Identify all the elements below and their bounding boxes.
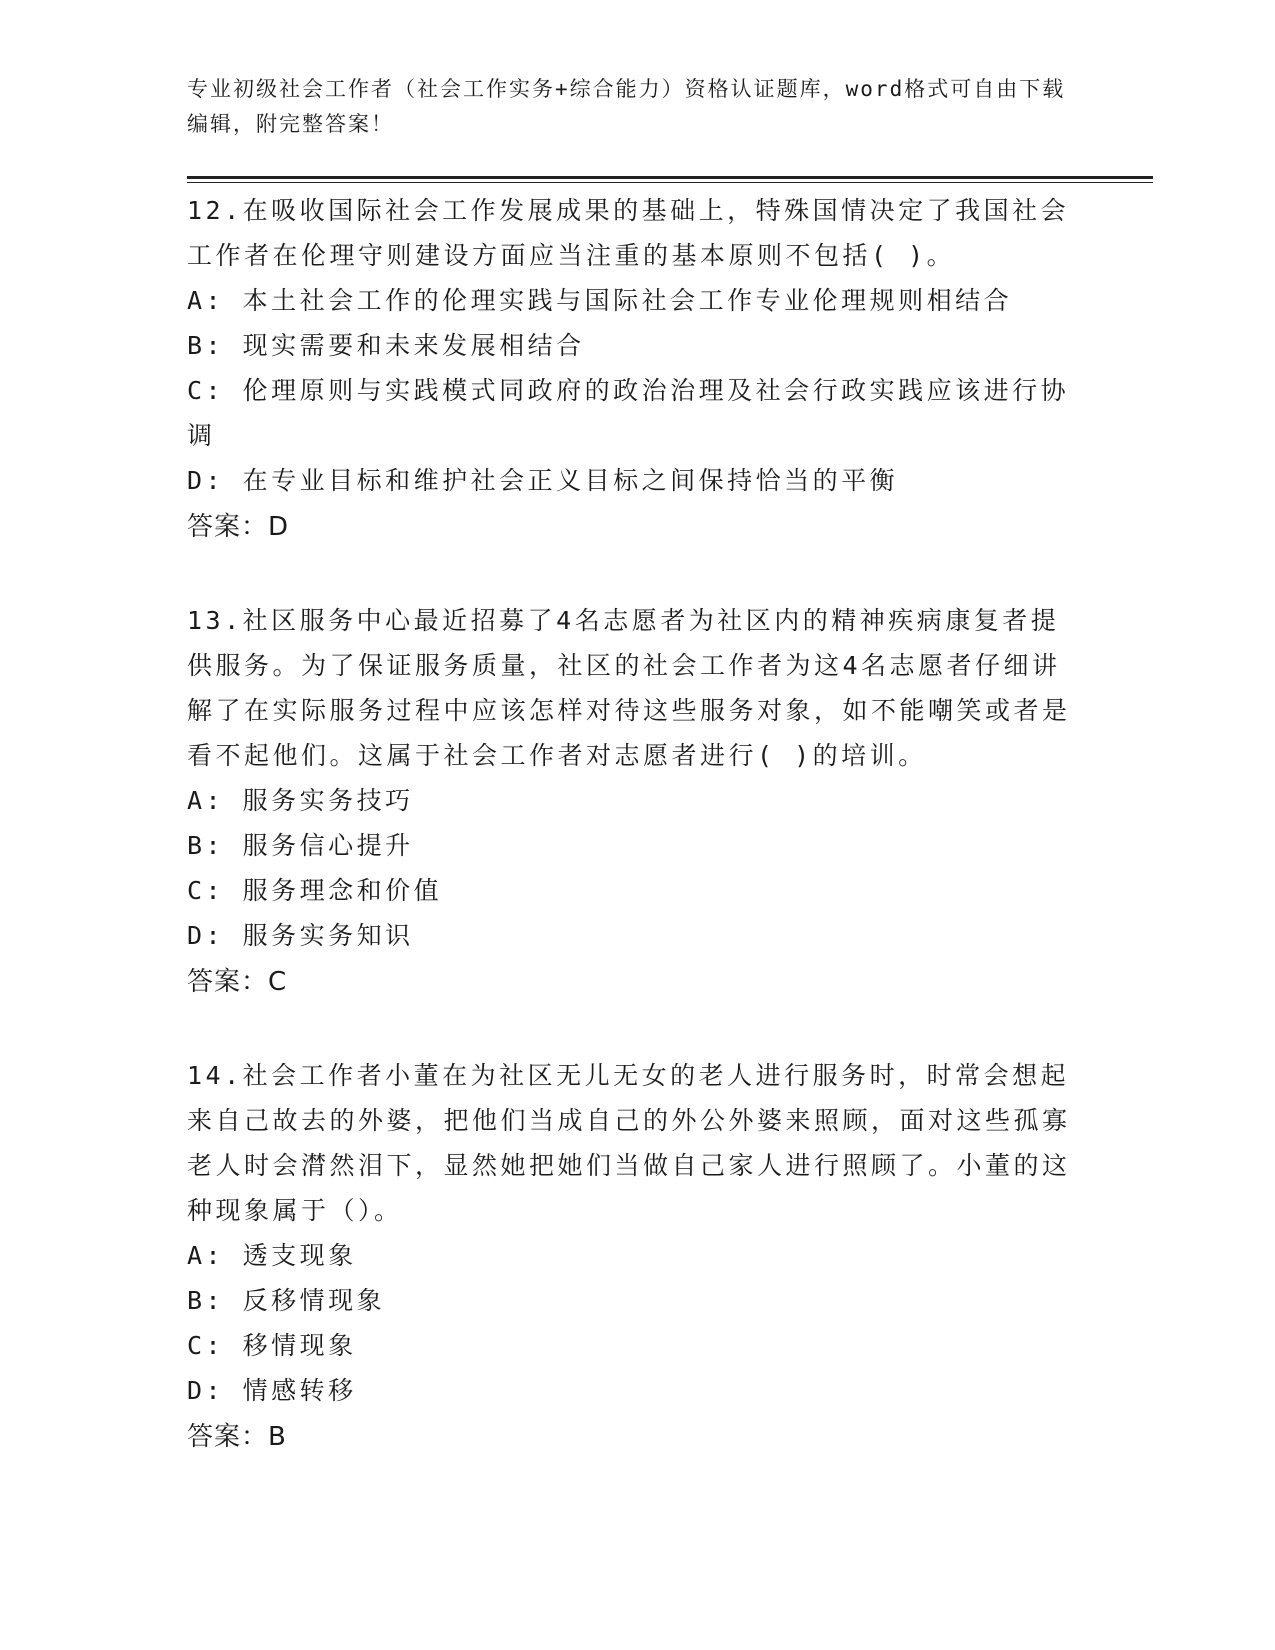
option-a: A: 服务实务技巧: [187, 786, 414, 815]
option-d: D: 情感转移: [187, 1376, 357, 1405]
question-12: [187, 188, 1087, 550]
option-b: B: 现实需要和未来发展相结合: [187, 331, 585, 360]
option-a: A: 本土社会工作的伦理实践与国际社会工作专业伦理规则相结合: [187, 286, 1013, 315]
header-divider-thick: [187, 176, 1153, 179]
question-stem: 14.社会工作者小董在为社区无儿无女的老人进行服务时，时常会想起来自己故去的外婆，把他们当成自己的外公外婆来照顾，面对这些孤寡老人时会潸然泪下，显然她把她们当做自己家人进行照顾了。小董的这种现象属于（）。: [187, 1061, 1071, 1225]
answer-line: 答案：B: [187, 1422, 287, 1452]
option-c: C: 伦理原则与实践模式同政府的政治治理及社会行政实践应该进行协调: [187, 376, 1070, 450]
option-b: B: 服务信心提升: [187, 831, 414, 860]
option-a: A: 透支现象: [187, 1241, 357, 1270]
header-divider-thin: [187, 182, 1153, 183]
option-c: C: 移情现象: [187, 1331, 357, 1360]
option-d: D: 服务实务知识: [187, 921, 414, 950]
option-b: B: 反移情现象: [187, 1286, 386, 1315]
question-stem: 13.社区服务中心最近招募了4名志愿者为社区内的精神疾病康复者提供服务。为了保证服务质量，社区的社会工作者为这4名志愿者仔细讲解了在实际服务过程中应该怎样对待这些服务对象，如不能嘲笑或者是看不起他们。这属于社会工作者对志愿者进行( )的培训。: [187, 606, 1071, 770]
question-stem: 12.在吸收国际社会工作发展成果的基础上，特殊国情决定了我国社会工作者在伦理守则建设方面应当注重的基本原则不包括( )。: [187, 196, 1070, 270]
answer-line: 答案：C: [187, 967, 288, 997]
document-header: 专业初级社会工作者（社会工作实务+综合能力）资格认证题库，word格式可自由下载编辑，附完整答案！: [187, 77, 1066, 136]
question-13: [187, 598, 1087, 1005]
option-d: D: 在专业目标和维护社会正义目标之间保持恰当的平衡: [187, 466, 899, 495]
question-14: [187, 1053, 1087, 1460]
answer-line: 答案：D: [187, 512, 290, 542]
option-c: C: 服务理念和价值: [187, 876, 443, 905]
